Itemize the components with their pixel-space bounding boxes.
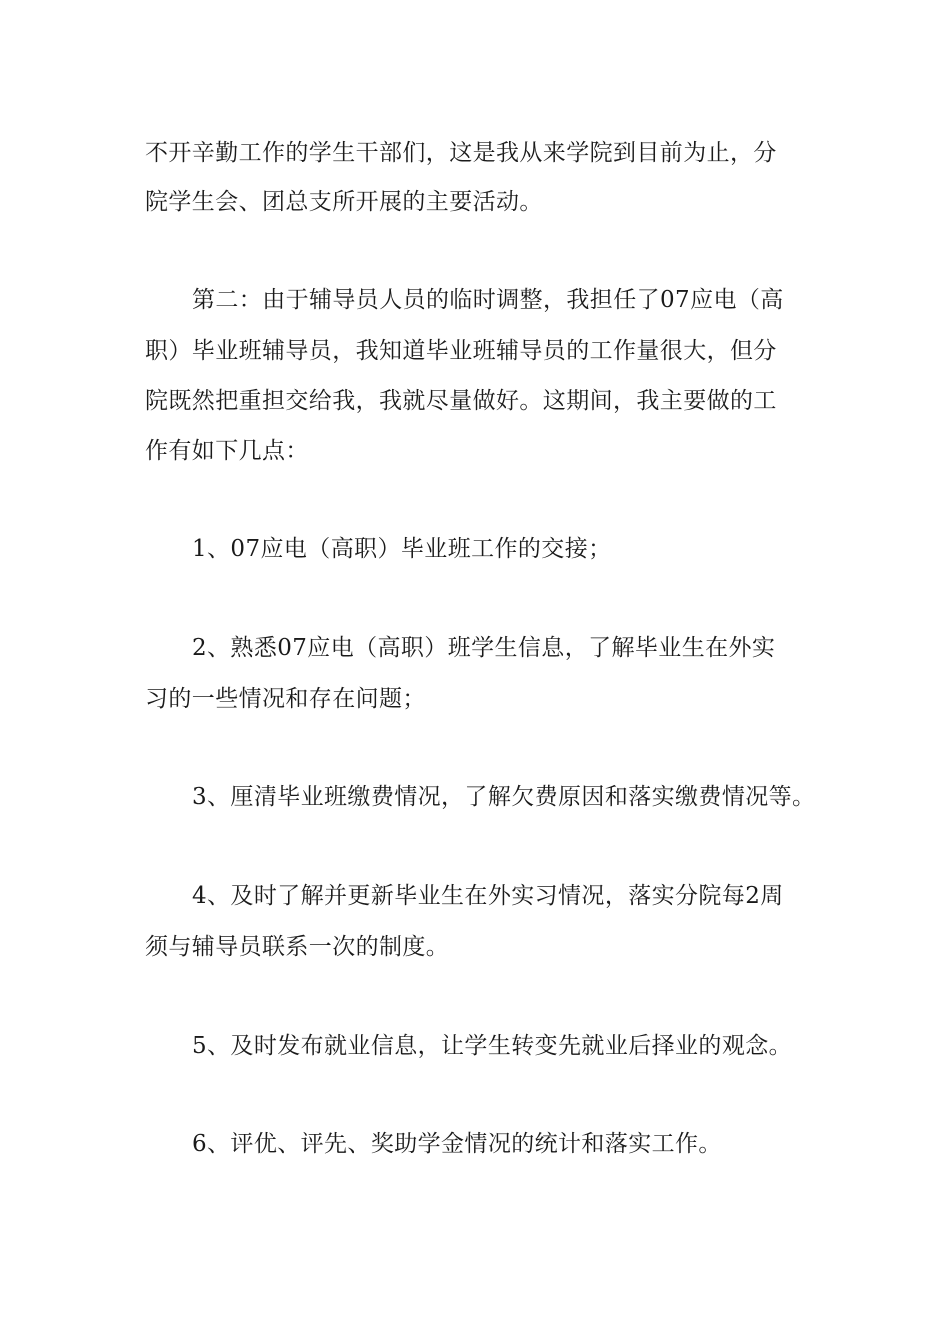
paragraph-1-line-1: 不开辛勤工作的学生干部们，这是我从来学院到目前为止，分 xyxy=(145,140,777,166)
list-item-2-line-1: 2、熟悉07应电（高职）班学生信息，了解毕业生在外实 xyxy=(192,635,776,661)
list-item-5: 5、及时发布就业信息，让学生转变先就业后择业的观念。 xyxy=(192,1033,793,1059)
list-item-3: 3、厘清毕业班缴费情况，了解欠费原因和落实缴费情况等。 xyxy=(192,784,816,810)
list-item-6: 6、评优、评先、奖助学金情况的统计和落实工作。 xyxy=(192,1131,722,1157)
paragraph-2-line-1: 第二：由于辅导员人员的临时调整，我担任了07应电（高 xyxy=(192,287,784,313)
paragraph-2-line-2: 职）毕业班辅导员，我知道毕业班辅导员的工作量很大，但分 xyxy=(145,338,777,364)
list-item-2-line-2: 习的一些情况和存在问题； xyxy=(145,686,426,712)
paragraph-1-line-2: 院学生会、团总支所开展的主要活动。 xyxy=(145,189,543,215)
paragraph-2-line-3: 院既然把重担交给我，我就尽量做好。这期间，我主要做的工 xyxy=(145,388,777,414)
list-item-1: 1、07应电（高职）毕业班工作的交接； xyxy=(192,536,612,562)
list-item-4-line-2: 须与辅导员联系一次的制度。 xyxy=(145,934,450,960)
list-item-4-line-1: 4、及时了解并更新毕业生在外实习情况，落实分院每2周 xyxy=(192,883,784,909)
paragraph-2-line-4: 作有如下几点： xyxy=(145,438,309,464)
